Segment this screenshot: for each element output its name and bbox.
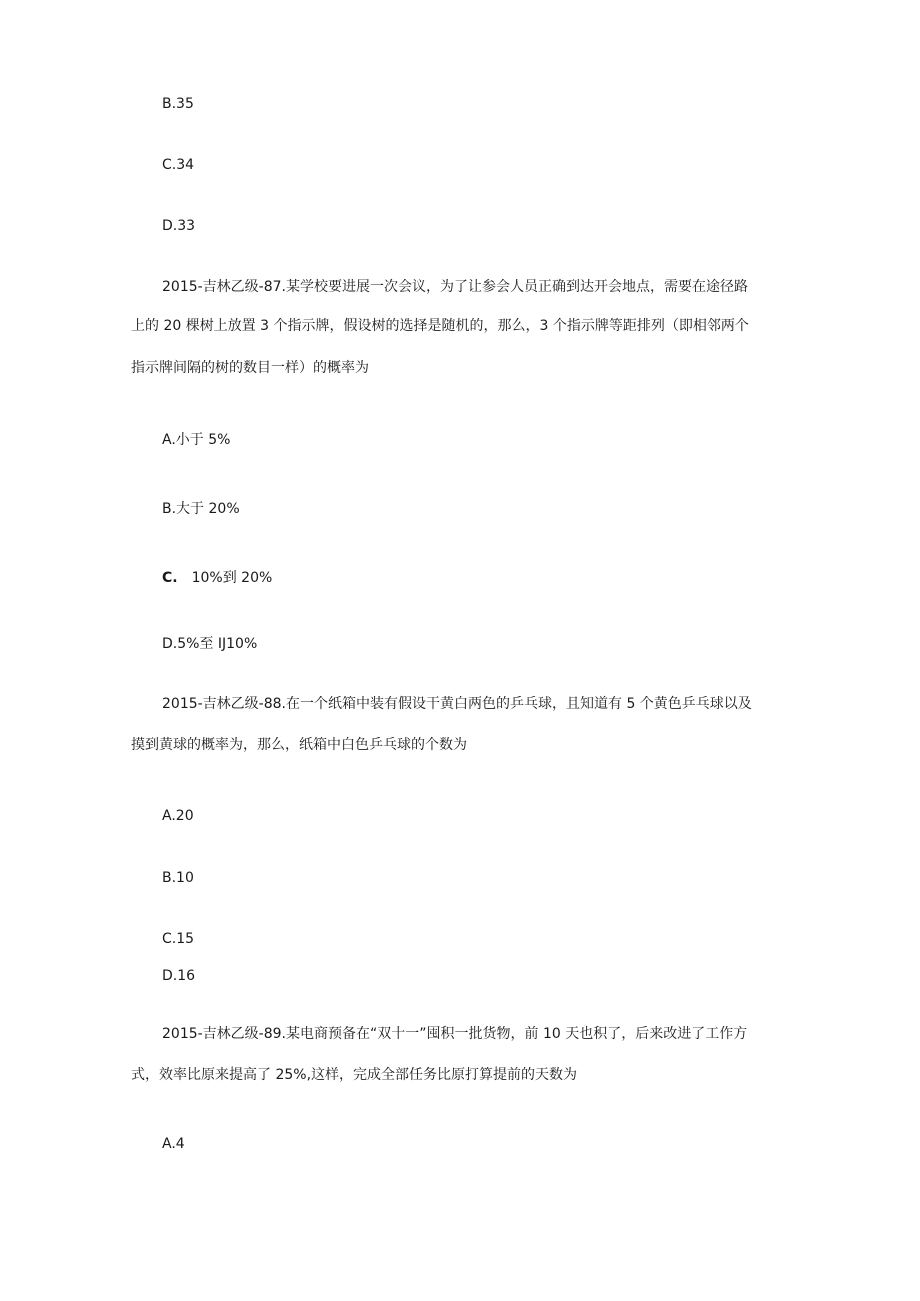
question-87-line-3: 指示牌间隔的树的数目一样）的概率为 [131, 360, 369, 376]
option-c: C.34 [162, 157, 195, 173]
option-b: B.大于 20% [162, 501, 240, 517]
option-b: B.35 [162, 96, 194, 112]
question-87-line-2: 上的 20 棵树上放置 3 个指示牌，假设树的选择是随机的，那么，3 个指示牌等距排列（即相邻两个 [131, 318, 749, 334]
question-89-line-2: 式，效率比原来提高了 25%,这样，完成全部任务比原打算提前的天数为 [131, 1067, 578, 1083]
option-d: D.5%至 IJ10% [162, 636, 258, 652]
question-88-line-2: 摸到黄球的概率为，那么，纸箱中白色乒乓球的个数为 [131, 737, 467, 753]
option-c: C.15 [162, 931, 195, 947]
option-d: D.33 [162, 218, 196, 234]
option-d: D.16 [162, 968, 196, 984]
option-b: B.10 [162, 870, 194, 886]
option-letter: C. [162, 570, 178, 586]
option-a: A.小于 5% [162, 432, 231, 448]
option-a: A.4 [162, 1136, 185, 1152]
option-c [162, 568, 272, 588]
option-a: A.20 [162, 808, 194, 824]
question-88-line-1: 2015-吉林乙级-88.在一个纸箱中装有假设干黄白两色的乒乓球，且知道有 5 个黄色乒乓球以及 [162, 696, 752, 712]
question-87-line-1: 2015-吉林乙级-87.某学校要进展一次会议，为了让参会人员正确到达开会地点，需要在途径路 [162, 279, 748, 295]
option-text: 10%到 20% [191, 570, 273, 586]
question-89-line-1: 2015-吉林乙级-89.某电商预备在“双十一”囤积一批货物，前 10 天也积了，后来改进了工作方 [162, 1026, 748, 1042]
